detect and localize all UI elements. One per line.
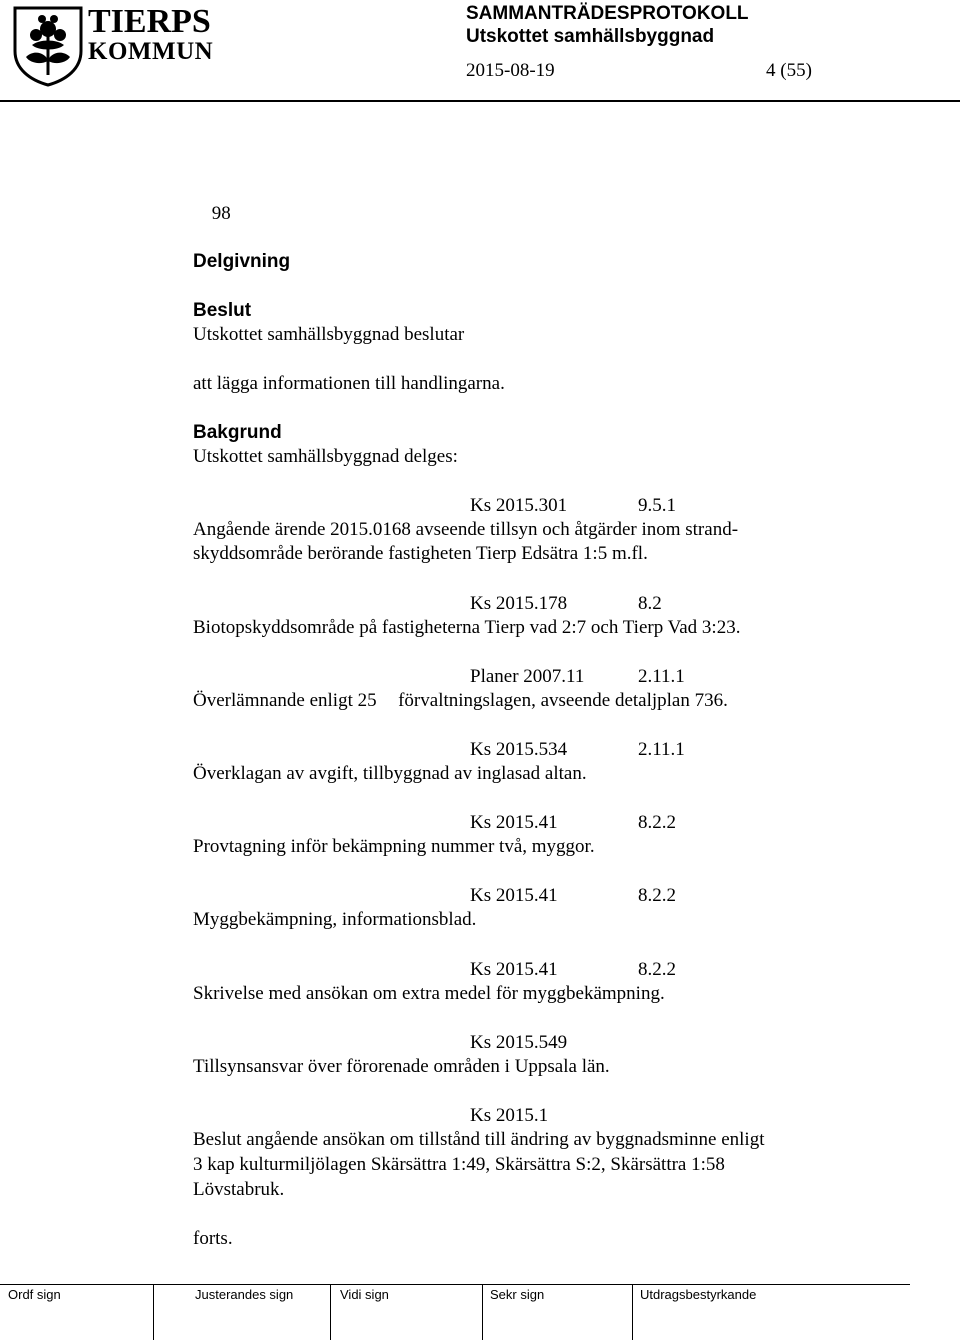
footer-utdragsbestyrkande: Utdragsbestyrkande [640, 1287, 757, 1302]
item-text: Myggbekämpning, informationsblad. [193, 909, 477, 930]
document-type: SAMMANTRÄDESPROTOKOLL [466, 3, 749, 24]
item-code: 2.11.1 [638, 739, 685, 760]
item-text-end: förvaltningslagen, avseende detaljplan 736. [398, 690, 728, 711]
continued-note: forts. [193, 1228, 233, 1249]
item-ref: Ks 2015.178 [470, 593, 568, 614]
item-ref: Ks 2015.41 [470, 812, 558, 833]
logo-text-kommun: KOMMUN [88, 38, 214, 65]
section-heading [193, 202, 231, 226]
item-ref: Ks 2015.549 [470, 1032, 568, 1053]
section-number: 98 [211, 203, 231, 224]
item-code: 8.2.2 [638, 959, 676, 980]
section-title: Delgivning [193, 251, 291, 272]
logo-text-tierps: TIERPS [88, 3, 211, 40]
tierp-kommun-logo-icon [12, 5, 84, 87]
item-text [193, 689, 728, 713]
footer-column-divider [632, 1284, 633, 1340]
footer-column-divider [482, 1284, 483, 1340]
item-text: Beslut angående ansökan om tillstånd till ändring av byggnadsminne enligt [193, 1129, 765, 1150]
committee-name: Utskottet samhällsbyggnad [466, 26, 715, 47]
item-ref: Ks 2015.41 [470, 885, 558, 906]
footer-ordf-sign: Ordf sign [8, 1287, 61, 1302]
footer-justerandes-sign: Justerandes sign [195, 1287, 294, 1302]
beslut-line-1: Utskottet samhällsbyggnad beslutar [193, 324, 465, 345]
bakgrund-heading: Bakgrund [193, 422, 282, 443]
page-number: 4 (55) [766, 60, 812, 81]
item-text: Angående ärende 2015.0168 avseende tillsyn och åtgärder inom strand- [193, 519, 739, 540]
item-ref: Ks 2015.1 [470, 1105, 549, 1126]
item-text: Lövstabruk. [193, 1179, 285, 1200]
footer-sekr-sign: Sekr sign [490, 1287, 545, 1302]
footer-vidi-sign: Vidi sign [340, 1287, 389, 1302]
item-text: Överklagan av avgift, tillbyggnad av inglasad altan. [193, 763, 587, 784]
footer-column-divider [330, 1284, 331, 1340]
footer-column-divider [153, 1284, 154, 1340]
header-divider [0, 100, 960, 102]
item-text-start: Överlämnande enligt 25 [193, 690, 377, 711]
item-text: Biotopskyddsområde på fastigheterna Tierp vad 2:7 och Tierp Vad 3:23. [193, 617, 741, 638]
item-code: 2.11.1 [638, 666, 685, 687]
item-ref: Ks 2015.301 [470, 495, 568, 516]
beslut-heading: Beslut [193, 300, 252, 321]
item-text: 3 kap kulturmiljölagen Skärsättra 1:49, Skärsättra S:2, Skärsättra 1:58 [193, 1154, 725, 1175]
beslut-line-2: att lägga informationen till handlingarna. [193, 373, 505, 394]
item-text: skyddsområde berörande fastigheten Tierp Edsätra 1:5 m.fl. [193, 543, 648, 564]
bakgrund-line-1: Utskottet samhällsbyggnad delges: [193, 446, 458, 467]
item-ref: Ks 2015.41 [470, 959, 558, 980]
item-code: 8.2 [638, 593, 662, 614]
meeting-date: 2015-08-19 [466, 60, 555, 81]
item-code: 8.2.2 [638, 885, 676, 906]
item-code: 9.5.1 [638, 495, 676, 516]
item-ref: Ks 2015.534 [470, 739, 568, 760]
item-text: Provtagning inför bekämpning nummer två, myggor. [193, 836, 595, 857]
item-text: Tillsynsansvar över förorenade områden i Uppsala län. [193, 1056, 610, 1077]
item-ref: Planer 2007.11 [470, 666, 585, 687]
item-code: 8.2.2 [638, 812, 676, 833]
footer-divider [0, 1284, 910, 1285]
item-text: Skrivelse med ansökan om extra medel för myggbekämpning. [193, 983, 665, 1004]
